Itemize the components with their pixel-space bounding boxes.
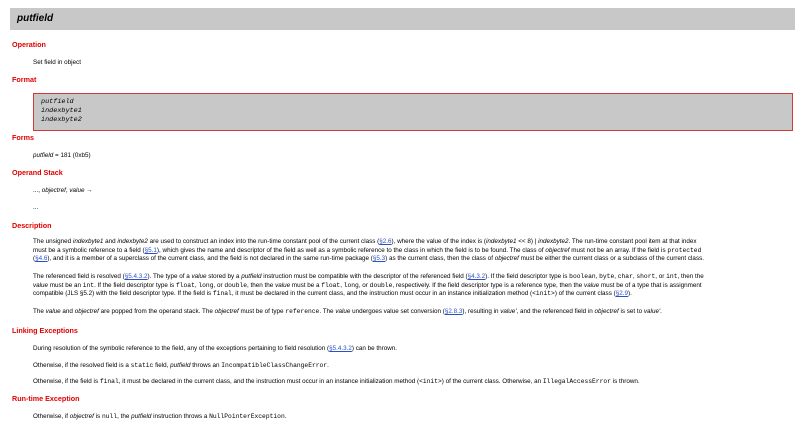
code-text: static — [130, 362, 154, 369]
text-run: , it must be declared in the current class, and the instruction must occur in an instance initialization method ( — [118, 378, 420, 385]
text-run: undergoes value set conversion ( — [350, 308, 445, 315]
code-text: protected — [667, 246, 702, 254]
code-text: <init> — [532, 290, 555, 298]
code-text: reference — [285, 308, 320, 315]
text-run: . — [660, 308, 662, 315]
text-run: and — [103, 238, 118, 245]
italic-text: indexbyte1 — [72, 238, 104, 245]
code-text: final — [99, 378, 119, 385]
text-run: instruction must be compatible with the descriptor of the referenced field ( — [261, 273, 468, 280]
code-text: IncompatibleClassChangeError — [221, 362, 328, 369]
italic-text: value — [45, 308, 61, 315]
text-line — [33, 238, 790, 247]
forms-text — [33, 152, 790, 161]
text-run: ). The type of a — [147, 273, 192, 280]
text-run: Otherwise, if — [33, 413, 70, 420]
text-line — [33, 290, 790, 299]
text-run: ..., — [33, 187, 42, 194]
code-text: boolean — [569, 273, 596, 280]
code-text: byte — [599, 273, 615, 280]
text-run: , — [595, 273, 600, 280]
code-text: double — [224, 281, 248, 289]
text-run: . The — [319, 308, 336, 315]
text-run: instruction throws a — [151, 413, 210, 420]
text-run: must be either the current class or a subclass of the current class. — [518, 255, 704, 263]
heading-runtime-exception: Run-time Exception — [12, 394, 80, 403]
italic-text: putfield — [131, 413, 152, 420]
text-run: , or — [358, 281, 370, 289]
text-run: , — [65, 187, 70, 194]
text-run: , respectively. If the field descriptor type is a reference type, then the — [392, 281, 585, 289]
text-run: , — [614, 273, 618, 280]
format-box — [33, 93, 793, 131]
text-run: must be a symbolic reference to a field ( — [33, 246, 145, 254]
page-title: putfield — [17, 13, 54, 24]
italic-text: objectref — [69, 413, 94, 420]
text-run: ), and it is a member of a superclass of the current class, and the field is not declared in the same run-time package ( — [47, 255, 373, 263]
link-2-9[interactable]: §2.9 — [615, 290, 628, 298]
link-5-3[interactable]: §5.3 — [372, 255, 386, 263]
text-run: , it must be declared in the current class, and the instruction must occur in an instance initialization method ( — [231, 290, 533, 298]
link-2-6[interactable]: §2.6 — [379, 238, 392, 245]
text-run: is — [93, 413, 102, 420]
text-run: must be of a type that is assignment — [599, 281, 702, 289]
text-run: Otherwise, if the resolved field is a — [33, 362, 131, 369]
text-run: must not be an array. If the field is — [569, 246, 668, 254]
operation-text: Set field in object — [33, 59, 81, 66]
code-text: long — [198, 281, 214, 289]
operand-stack-after: ... — [33, 204, 39, 211]
text-run: The referenced field is resolved ( — [33, 273, 125, 280]
italic-text: objectref — [41, 187, 66, 194]
text-run: . — [284, 413, 287, 420]
description-paragraph-2 — [33, 273, 790, 299]
text-run: stored by a — [206, 273, 242, 280]
text-run: . — [327, 362, 329, 369]
text-run: During resolution of the symbolic reference to the field, any of the exceptions pertaining to field resolution ( — [33, 345, 330, 352]
text-run: Otherwise, if the field is — [33, 378, 100, 385]
text-run: are popped from the operand stack. The — [98, 308, 215, 315]
text-run: must be an — [48, 281, 83, 289]
text-run: , the — [117, 413, 132, 420]
italic-text: value' — [643, 308, 661, 315]
text-run: must be a — [290, 281, 322, 289]
italic-text: putfield — [241, 273, 262, 280]
linking-paragraph-3 — [33, 378, 790, 387]
runtime-paragraph-1 — [33, 413, 790, 422]
text-run: is thrown. — [610, 378, 640, 385]
italic-text: objectref — [494, 255, 519, 263]
text-run: ), where the value of the index is ( — [391, 238, 487, 245]
text-line — [33, 247, 790, 256]
linking-paragraph-2 — [33, 362, 790, 371]
link-5-4-3-2[interactable]: §5.4.3.2 — [124, 273, 148, 280]
text-line — [33, 255, 790, 264]
title-bar — [10, 8, 795, 30]
italic-text: objectref — [214, 308, 239, 315]
heading-description: Description — [12, 221, 52, 230]
italic-text: putfield — [170, 362, 191, 369]
text-run: The — [33, 308, 46, 315]
text-run: . The run-time constant pool item at that index — [568, 238, 697, 245]
text-run: << 8) | — [516, 238, 539, 245]
code-text: null — [101, 413, 118, 420]
italic-text: indexbyte2 — [117, 238, 148, 245]
format-line: indexbyte2 — [41, 115, 82, 124]
link-5-4-3-2-linking[interactable]: §5.4.3.2 — [329, 345, 352, 352]
italic-text: indexbyte2 — [538, 238, 569, 245]
text-run: is set to — [618, 308, 644, 315]
text-line — [41, 98, 82, 125]
text-run: ) of the current class. Otherwise, an — [441, 378, 543, 385]
text-run: and — [60, 308, 75, 315]
italic-text: value — [335, 308, 351, 315]
text-run: ) of the current class ( — [554, 290, 616, 298]
text-run: , then the — [247, 281, 276, 289]
text-run: ). If the field descriptor type is — [485, 273, 570, 280]
link-4-6[interactable]: §4.6 — [35, 255, 48, 263]
text-run: ), resulting in — [462, 308, 501, 315]
italic-text: value' — [500, 308, 517, 315]
italic-text: value — [33, 281, 49, 289]
format-line: indexbyte1 — [41, 106, 82, 115]
text-run: ) as the current class, then the class of — [385, 255, 495, 263]
italic-text: indexbyte1 — [486, 238, 517, 245]
italic-text: objectref — [594, 308, 619, 315]
text-run: The unsigned — [33, 238, 73, 245]
text-run: throws an — [190, 362, 222, 369]
code-text: IllegalAccessError — [542, 378, 611, 385]
text-run: ), which gives the name and descriptor of the field as well as a symbolic reference to the class in which the field is to be found. The class of — [156, 246, 546, 254]
code-text: long — [343, 281, 359, 289]
link-4-3-2[interactable]: §4.3.2 — [467, 273, 486, 280]
text-run: compatible (JLS §5.2) with the field descriptor type. If the field is — [33, 290, 213, 298]
italic-text: value — [191, 273, 207, 280]
heading-linking-exceptions: Linking Exceptions — [12, 326, 78, 335]
text-run: are used to construct an index into the run-time constant pool of the current class ( — [147, 238, 380, 245]
italic-text: value — [69, 187, 85, 194]
text-run: → — [84, 187, 93, 194]
code-text: char — [617, 273, 633, 280]
text-run: = 181 (0xb5) — [53, 152, 91, 159]
code-text: final — [212, 290, 232, 298]
text-run: , and the referenced field in — [516, 308, 595, 315]
format-line: putfield — [41, 98, 74, 106]
code-text: int — [666, 273, 678, 280]
text-run: , or — [213, 281, 225, 289]
text-run: ( — [33, 255, 36, 263]
text-run: ) can be thrown. — [351, 345, 398, 352]
code-text: double — [369, 281, 393, 289]
heading-forms: Forms — [12, 133, 34, 142]
italic-text: value — [584, 281, 600, 289]
italic-text: objectref — [545, 246, 570, 254]
text-run: , or — [655, 273, 667, 280]
text-run: must be of type — [238, 308, 286, 315]
text-run: ). — [627, 290, 632, 298]
code-text: <init> — [419, 378, 442, 385]
text-run: field, — [153, 362, 171, 369]
text-line — [33, 273, 790, 282]
linking-paragraph-1 — [33, 345, 790, 354]
text-run: , — [632, 273, 637, 280]
code-text: int — [82, 281, 95, 289]
heading-format: Format — [12, 75, 37, 84]
italic-text: value — [275, 281, 291, 289]
heading-operand-stack: Operand Stack — [12, 168, 63, 177]
heading-operation: Operation — [12, 40, 46, 49]
text-run: , — [340, 281, 344, 289]
link-5-1[interactable]: §5.1 — [144, 246, 157, 254]
description-paragraph-1 — [33, 238, 790, 264]
link-2-8-3[interactable]: §2.8.3 — [444, 308, 463, 315]
text-run: , — [194, 281, 199, 289]
text-run: , then the — [677, 273, 704, 280]
code-text: NullPointerException — [209, 413, 285, 420]
operand-stack-before — [33, 187, 790, 196]
italic-text: putfield — [33, 152, 54, 159]
italic-text: objectref — [74, 308, 99, 315]
description-paragraph-3 — [33, 308, 790, 317]
code-text: short — [636, 273, 656, 280]
code-text: float — [321, 281, 341, 289]
code-text: float — [175, 281, 195, 289]
text-line — [33, 282, 790, 291]
text-run: . If the field descriptor type is — [94, 281, 176, 289]
